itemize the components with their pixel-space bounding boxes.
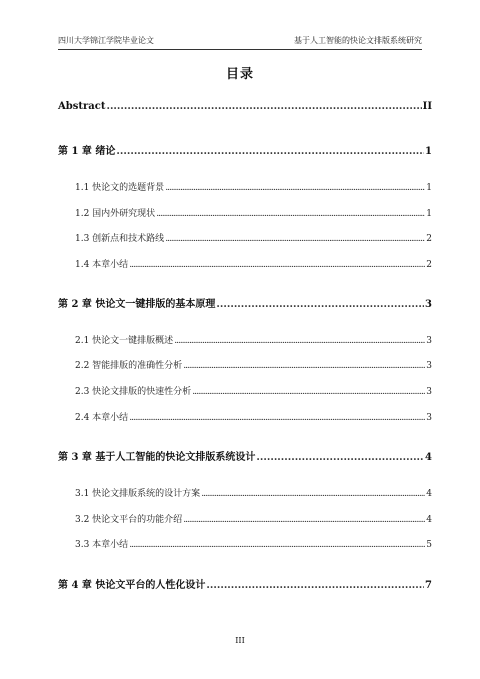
toc-entry-page: II xyxy=(422,101,432,112)
toc-entry-page: 1 xyxy=(426,183,432,193)
toc-leader xyxy=(129,540,425,550)
page-title: 目录 xyxy=(225,67,254,82)
toc-entry-1-4[interactable] xyxy=(75,257,432,270)
toc-entry-page: 2 xyxy=(426,234,432,244)
toc-entry-text: 1.4 本章小结 xyxy=(75,260,129,270)
toc-entry-page: 1 xyxy=(425,146,432,157)
toc-entry-1-2[interactable] xyxy=(75,206,432,219)
toc-leader xyxy=(183,361,425,371)
toc-entry-page: 4 xyxy=(426,489,432,499)
toc-entry-page: 3 xyxy=(426,361,432,371)
toc-entry-1-1[interactable] xyxy=(75,180,432,193)
toc-leader xyxy=(192,387,425,397)
toc-entry-text: 第 1 章 绪论 xyxy=(58,146,116,157)
running-header xyxy=(58,36,422,46)
toc-entry-text: 2.1 快论文一键排版概述 xyxy=(75,336,174,346)
toc-entry-page: 3 xyxy=(426,387,432,397)
toc-leader xyxy=(116,146,424,157)
toc-leader xyxy=(174,336,425,346)
toc-entry-page: 4 xyxy=(426,515,432,525)
header-rule xyxy=(58,49,422,50)
toc-entry-chapter-3[interactable] xyxy=(58,448,432,463)
toc-entry-text: Abstract xyxy=(58,101,106,112)
toc-entry-3-3[interactable] xyxy=(75,537,432,550)
toc-entry-page: 2 xyxy=(426,260,432,270)
toc-leader xyxy=(183,515,425,525)
toc-leader xyxy=(216,299,424,310)
toc-leader xyxy=(156,209,425,219)
toc-leader xyxy=(256,452,424,463)
toc-leader xyxy=(165,183,425,193)
toc-entry-1-3[interactable] xyxy=(75,231,432,244)
toc-entry-page: 4 xyxy=(425,452,432,463)
toc-leader xyxy=(165,234,425,244)
toc-leader xyxy=(206,580,424,591)
toc-entry-page: 3 xyxy=(426,413,432,423)
toc-entry-text: 3.1 快论文排版系统的设计方案 xyxy=(75,489,201,499)
toc-entry-text: 第 3 章 基于人工智能的快论文排版系统设计 xyxy=(58,452,256,463)
toc-entry-page: 5 xyxy=(426,540,432,550)
toc-entry-chapter-4[interactable] xyxy=(58,576,432,591)
toc-entry-text: 第 4 章 快论文平台的人性化设计 xyxy=(58,580,206,591)
toc-entry-text: 3.3 本章小结 xyxy=(75,540,129,550)
toc-entry-page: 7 xyxy=(425,580,432,591)
toc-entry-text: 2.4 本章小结 xyxy=(75,413,129,423)
toc-entry-text: 2.2 智能排版的准确性分析 xyxy=(75,361,183,371)
toc-entry-text: 1.1 快论文的选题背景 xyxy=(75,183,165,193)
toc-entry-3-2[interactable] xyxy=(75,512,432,525)
toc-leader xyxy=(201,489,425,499)
toc-entry-2-3[interactable] xyxy=(75,384,432,397)
toc-leader xyxy=(129,260,425,270)
toc-entry-page: 3 xyxy=(426,336,432,346)
toc-entry-2-2[interactable] xyxy=(75,358,432,371)
header-right: 基于人工智能的快论文排版系统研究 xyxy=(294,36,422,45)
toc-entry-text: 第 2 章 快论文一键排版的基本原理 xyxy=(58,299,216,310)
header-left: 四川大学锦江学院毕业论文 xyxy=(58,36,154,45)
toc-entry-text: 2.3 快论文排版的快速性分析 xyxy=(75,387,192,397)
toc-entry-abstract[interactable] xyxy=(58,101,432,112)
toc-entry-chapter-2[interactable] xyxy=(58,295,432,310)
toc-entry-text: 1.2 国内外研究现状 xyxy=(75,209,156,219)
toc-entry-3-1[interactable] xyxy=(75,486,432,499)
toc-entry-2-4[interactable] xyxy=(75,410,432,423)
toc-entry-text: 3.2 快论文平台的功能介绍 xyxy=(75,515,183,525)
toc-entry-chapter-1[interactable] xyxy=(58,142,432,157)
toc-leader xyxy=(106,101,421,112)
page-number: III xyxy=(235,636,245,645)
toc-leader xyxy=(129,413,425,423)
toc-entry-page: 1 xyxy=(426,209,432,219)
toc-entry-2-1[interactable] xyxy=(75,333,432,346)
toc-entry-text: 1.3 创新点和技术路线 xyxy=(75,234,165,244)
toc-entry-page: 3 xyxy=(425,299,432,310)
